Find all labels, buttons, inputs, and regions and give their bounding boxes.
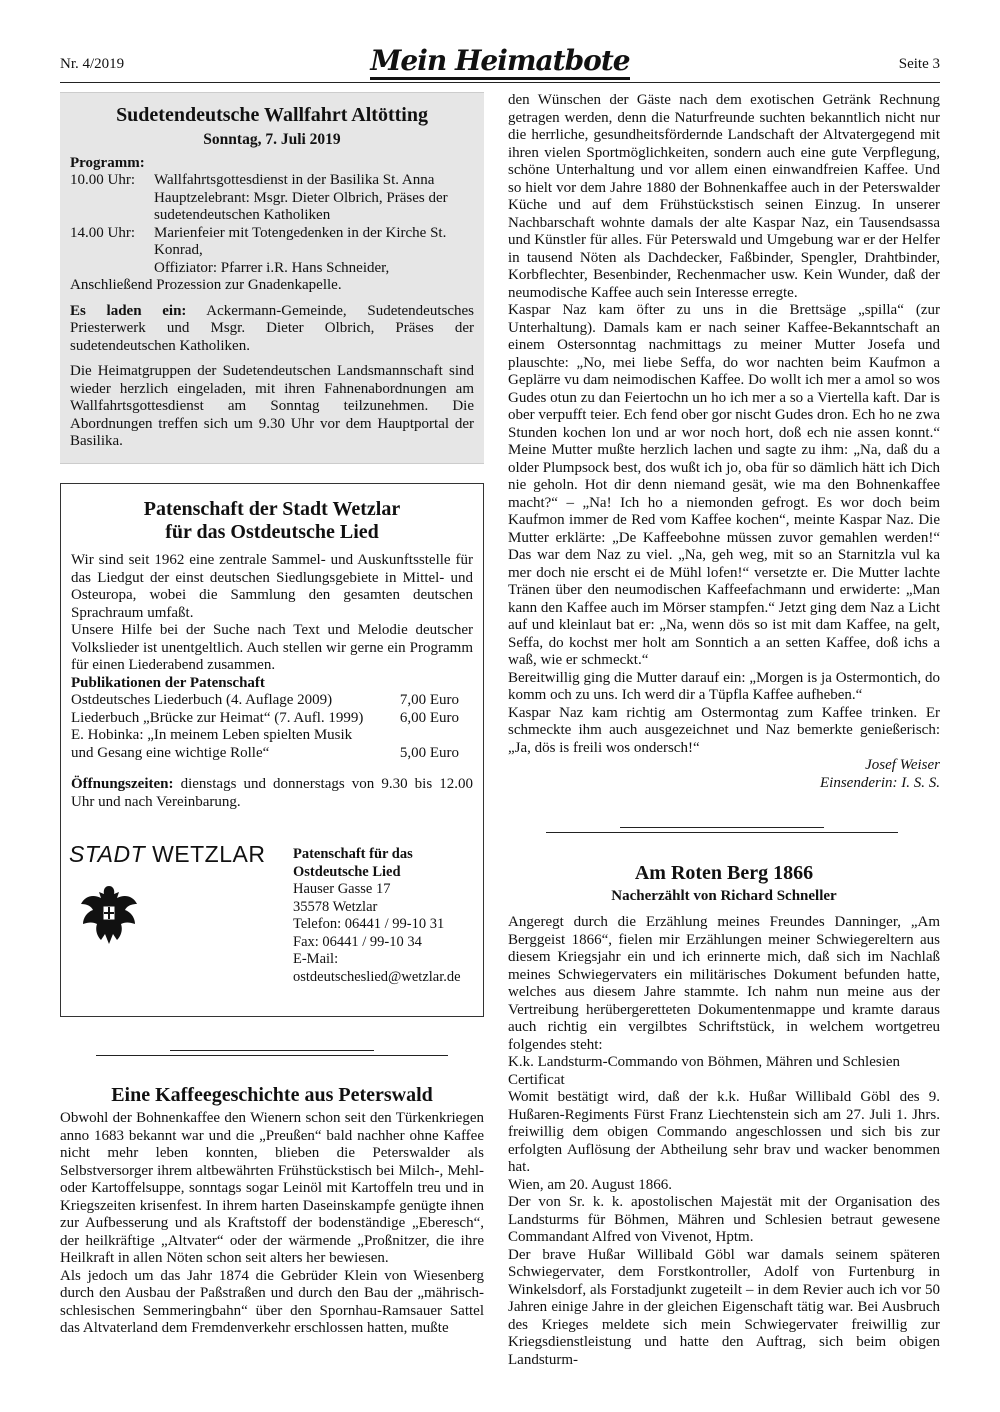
roter-berg-paragraph: Der brave Hußar Willibald Göbl war damals seinem späteren Schwiegervater, dem Forstkontroller, Adolf von Furtenburg in Winkelsdorf, als Forstadjunkt zugeteilt – in dem Revier auch ich vor 50 Jahren einige Jahre in der gleichen Eigenschaft tätig war. Bei Ausbruch des Krieges meldete sich mein Schwiegervater freiwillig zur Kriegsdienstleistung und hatte den Auftrag, sich beim obigen Landsturm- <box>508 1246 940 1368</box>
publication-price <box>385 727 473 745</box>
publication-title: Liederbuch „Brücke zur Heimat“ (7. Aufl. 1999) <box>71 709 364 726</box>
contact-street: Hauser Gasse 17 <box>293 881 391 897</box>
programm-label: Programm: <box>70 154 145 171</box>
programm-time: 14.00 Uhr: <box>70 224 135 241</box>
roter-berg-paragraph: K.k. Landsturm-Commando von Böhmen, Mähren und Schlesien <box>508 1054 901 1070</box>
patenschaft-title-line2: für das Ostdeutsche Lied <box>165 521 379 543</box>
contact-email-label: E-Mail: <box>293 951 339 967</box>
wetzlar-wordmark <box>69 841 266 867</box>
roter-berg-subtitle: Nacherzählt von Richard Schneller <box>611 888 837 904</box>
publication-title: E. Hobinka: „In meinem Leben spielten Musik <box>71 727 353 743</box>
patenschaft-title-line1: Patenschaft der Stadt Wetzlar <box>143 498 401 520</box>
contact-name1: Patenschaft für das <box>293 846 413 862</box>
publication-row <box>71 745 473 763</box>
publication-title: und Gesang eine wichtige Rolle“ <box>71 744 270 761</box>
wallfahrt-date: Sonntag, 7. Juli 2019 <box>203 131 341 148</box>
programm-text: Marienfeier mit Totengedenken in der Kirche St. Konrad, <box>154 224 447 258</box>
procession-text: Anschließend Prozession zur Gnadenkapelle. <box>70 277 342 293</box>
programm-text: Wallfahrtsgottesdienst in der Basilika St. Anna Hauptzelebrant: Msgr. Dieter Olbrich, Präses der sudetendeutschen Katholiken <box>154 172 448 223</box>
opening-hours <box>71 776 473 811</box>
publications-heading: Publikationen der Patenschaft <box>71 674 265 691</box>
masthead-logo <box>60 44 940 77</box>
kaffee-paragraph: Als jedoch um das Jahr 1874 die Gebrüder Klein von Wiesenberg durch den Ausbau der Paßstraßen und durch den Bau der „mährisch-schlesischen Semmeringbahn“ über den Spornhau-Ramsauer Sattel das Altvaterland dem Fremdenverkehr erschlossen hatten, mußte <box>60 1267 484 1336</box>
page-header <box>60 46 940 82</box>
patenschaft-box <box>60 483 484 1017</box>
publication-title: Ostdeutsches Liederbuch (4. Auflage 2009) <box>71 692 333 708</box>
logo-word-stadt: STADT <box>69 841 146 867</box>
kaffee-paragraph: Bereitwillig ging die Mutter darauf ein: „Morgen is ja Ostermontich, do komm och zu uns. Ich werd dir a Tüpfla Kaffee aufheben.“ <box>508 669 940 703</box>
kaffee-right-column <box>508 92 940 792</box>
logo-word-wetzlar: WETZLAR <box>152 841 266 867</box>
contact-phone: Telefon: 06441 / 99-10 31 <box>293 916 445 932</box>
contact-address <box>293 846 473 986</box>
kaffee-left-column <box>60 1110 484 1338</box>
kaffee-paragraph: Kaspar Naz kam öfter zu uns in die Brettsäge „spilla“ (zur Unterhaltung). Damals kam er nach seiner Kaffee-Bekanntschaft an einem Ostersonntag nachmittags zu meiner Mutter Josefa und plauschte: „No, mei liebe Seffa, do wor nachten beim Kaufmon a Geplärre vu dam neimodischen Kaffee. Do wollt ich mer a amol so wos Gudes otun zu dan Feiertochn un ho ich mer a so a Viertella kaft. Dar is ober verpufft teier. Ech fend ober gor nischt Gudes dron. Ech ho ne zwa Stunden kochen lon und ar wor noch hort, doß ech nie assen konnt.“ Meine Mutter mußte herzlich lachen und sagte zu ihm: „Na, daß du a older Plumpsock best, dos wußt ich jo, oba für so dämlich hätt ich Dich nie geholn. Hot dir denn niemand gesät, wie ma den Bohnenkaffee macht?“ – „Na! Ich ho a niemonden gefrogt. Es wor doch beim Kaufmon immer de Red vom Kaffee kochen“, meinte Kaspar Naz. Die Mutter erklärte: „De Kaffeebohne müssen zuvor gemahlen werden!“ Das war dem Naz zu viel. „Na, geh weg, mit so an Starnitzla vul ka mer doch nie erscht ei de Mühl lofen!“ versetzte er. Die Mutter lachte Tränen über den neumodischen Kaffeefachmann und erwiderte: „Man kann den Kaffee auch im Mörser stampfen.“ Jetzt ging dem Naz a Licht auf und kleinlaut bat er: „Na, wenn dös so ist mit dam Kaffee, na gelt, Seffa, do kochst mer holt am Sonntich a an setten Kaffee, doß ichs a waß, wie er schmeckt.“ <box>508 302 940 668</box>
submitter-signature: Einsenderin: I. S. S. <box>820 774 940 791</box>
patenschaft-title <box>71 498 473 544</box>
roter-berg-paragraph: Certificat <box>508 1071 565 1088</box>
publication-row <box>71 710 473 728</box>
publication-row <box>71 727 473 745</box>
header-rule <box>60 82 940 83</box>
roter-berg-column <box>508 914 940 1369</box>
patenschaft-intro: Wir sind seit 1962 eine zentrale Sammel- und Auskunftsstelle für das Liedgut der einst deutschen Siedlungsgebiete in Mittel- und Osteuropa, wobei die Sammlung den gesamten deutschen Sprachraum umfaßt. <box>71 552 473 621</box>
wallfahrt-title: Sudetendeutsche Wallfahrt Altötting <box>116 104 428 126</box>
contact-name2: Ostdeutsche Lied <box>293 863 401 880</box>
publication-price: 5,00 Euro <box>399 744 459 761</box>
kaffee-paragraph: den Wünschen der Gäste nach dem exotischen Getränk Rechnung getragen werden, denn die Naturfreunde suchten bekanntlich nicht nur die herrliche, gesundheitsfördernde Landschaft der Altvatergegend mit ihren vielen Sportmöglichkeiten, sondern auch eine gute Verpflegung, schöne Unterhaltung und vor allem einen einwandfreien Kaffee. Und so hielt vor dem Jahre 1880 der Bohnenkaffee auch in der Peterswalder Küche und auf dem Frühstückstisch seinen Einzug. In unserer Nachbarschaft wohnte damals der alte Kaspar Naz, ein Tausendsassa und Künstler für alles. Für Peterswald und Umgebung war er der Helfer in tausend Nöten als Dachdecker, Faßbinder, Spengler, Drahtbinder, Korbflechter, Besenbinder, Rechenmacher usw. Kein Wunder, daß der neumodische Kaffee auch sein Interesse erregte. <box>508 92 940 301</box>
hours-text: dienstags und donnerstags von 9.30 bis 12.00 Uhr und nach Vereinbarung. <box>71 776 474 810</box>
author-signature: Josef Weiser <box>865 757 940 773</box>
separator-rule-short <box>620 827 824 828</box>
wallfahrt-box <box>60 92 484 464</box>
roter-berg-paragraph: Angeregt durch die Erzählung meines Freundes Danninger, „Am Berggeist 1866“, fielen mir Erzählungen meiner Schwiegereltern aus diesem Kriegsjahr ein und ich erinnerte mich, daß sich im Nachlaß meines Schwiegervaters ein militärisches Dokument befunden hatte, welches aus diesem Jahre stammte. Ich nahm nun meine aus der Vertreibung herübergeretteten Dokumentenmappe und kramte daraus auch richtig ein vergilbtes Schriftstück, in welchem wortgetreu folgendes steht: <box>508 914 940 1053</box>
publication-row <box>71 692 473 710</box>
hours-label: Öffnungszeiten: <box>71 776 174 792</box>
separator-rule-short <box>170 1050 374 1051</box>
programm-item <box>70 225 474 260</box>
wallfahrt-closing: Die Heimatgruppen der Sudetendeutschen Landsmannschaft sind wieder herzlich eingeladen, mit ihren Fahnenabordnungen am Wallfahrtsgottesdienst am Sonntag teilzunehmen. Die Abordnungen treffen sich um 9.30 Uhr vor dem Hauptportal der Basilika. <box>70 363 474 449</box>
issue-number: Nr. 4/2019 <box>60 56 125 72</box>
kaffee-title: Eine Kaffeegeschichte aus Peterswald <box>111 1084 433 1106</box>
programm-time: 10.00 Uhr: <box>70 172 135 188</box>
roter-berg-paragraph: Der von Sr. k. k. apostolischen Majestät mit der Organisation des Landsturms für Böhmen, Mähren und Schlesien betraut gewesene Commandant Alfred von Vivenot, Hptm. <box>508 1194 940 1245</box>
publication-price: 6,00 Euro <box>399 709 459 726</box>
contact-city: 35578 Wetzlar <box>293 898 378 915</box>
programm-item <box>70 172 474 225</box>
wetzlar-logo <box>69 841 266 867</box>
patenschaft-help: Unsere Hilfe bei der Suche nach Text und Melodie deutscher Volkslieder ist unentgeltlich. Auch stellen wir gerne ein Programm für einen Liederabend zusammen. <box>71 622 473 673</box>
programm-time <box>70 260 154 278</box>
contact-fax: Fax: 06441 / 99-10 34 <box>293 933 422 950</box>
separator-rule <box>96 1055 448 1056</box>
roter-berg-paragraph: Wien, am 20. August 1866. <box>508 1176 672 1193</box>
eagle-crest-icon <box>79 882 139 948</box>
invite-text: Ackermann-Gemeinde, Sudetendeutsches Priesterwerk und Msgr. Dieter Olbrich, Präses der sudetendeutschen Katholiken. <box>70 302 474 354</box>
invite-label: Es laden ein: <box>70 302 187 319</box>
roter-berg-paragraph: Womit bestätigt wird, daß der k.k. Hußar Willibald Göbl des 9. Hußaren-Regiments Fürst Franz Liechtenstein sich am 27. Juli 1. Jhrs. freiwillig dem obigen Commando angeschlossen und sich bis zur erfolgten Auflösung der Abtheilung sehr brav und wacker benommen hat. <box>508 1089 940 1175</box>
masthead-text: Mein Heimatbote <box>370 44 629 80</box>
programm-item <box>70 260 474 278</box>
roter-berg-title: Am Roten Berg 1866 <box>634 862 814 884</box>
kaffee-paragraph: Kaspar Naz kam richtig am Ostermontag zum Kaffee trinken. Er schmeckte ihm auch ausgezeichnet und Naz bemerkte genießerisch: „Ja, dös is freili wos ondersch!“ <box>508 704 940 756</box>
programm-text: Offiziator: Pfarrer i.R. Hans Schneider, <box>154 259 390 276</box>
contact-email[interactable]: ostdeutscheslied@wetzlar.de <box>293 968 461 985</box>
invite-paragraph <box>70 303 474 356</box>
separator-rule <box>546 832 898 833</box>
publication-price: 7,00 Euro <box>399 692 459 708</box>
kaffee-paragraph: Obwohl der Bohnenkaffee den Wienern schon seit den Türkenkriegen anno 1683 bekannt war und die „Preußen“ bald nachher ohne Kaffee nicht mehr leben konnten, blieben die Peterswalder als Selbstversorger ihrem altbewährten Frühstückstisch bei Milch-, Mehl- oder Kartoffelsuppe, sonntags sogar Leinöl mit Kartoffeln treu und in Kriegszeiten krisenfest. In ihrem harten Daseinskampfe genügte ihnen zur Aufbesserung und als Kraftstoff der bodenständige „Eberesch“, der heilkräftige „Altvater“ oder der wärmende „Proßnitzer, die ihre Heilkraft in allen Nöten schon seit alters her bewiesen. <box>60 1110 484 1266</box>
page-number: Seite 3 <box>898 56 940 72</box>
